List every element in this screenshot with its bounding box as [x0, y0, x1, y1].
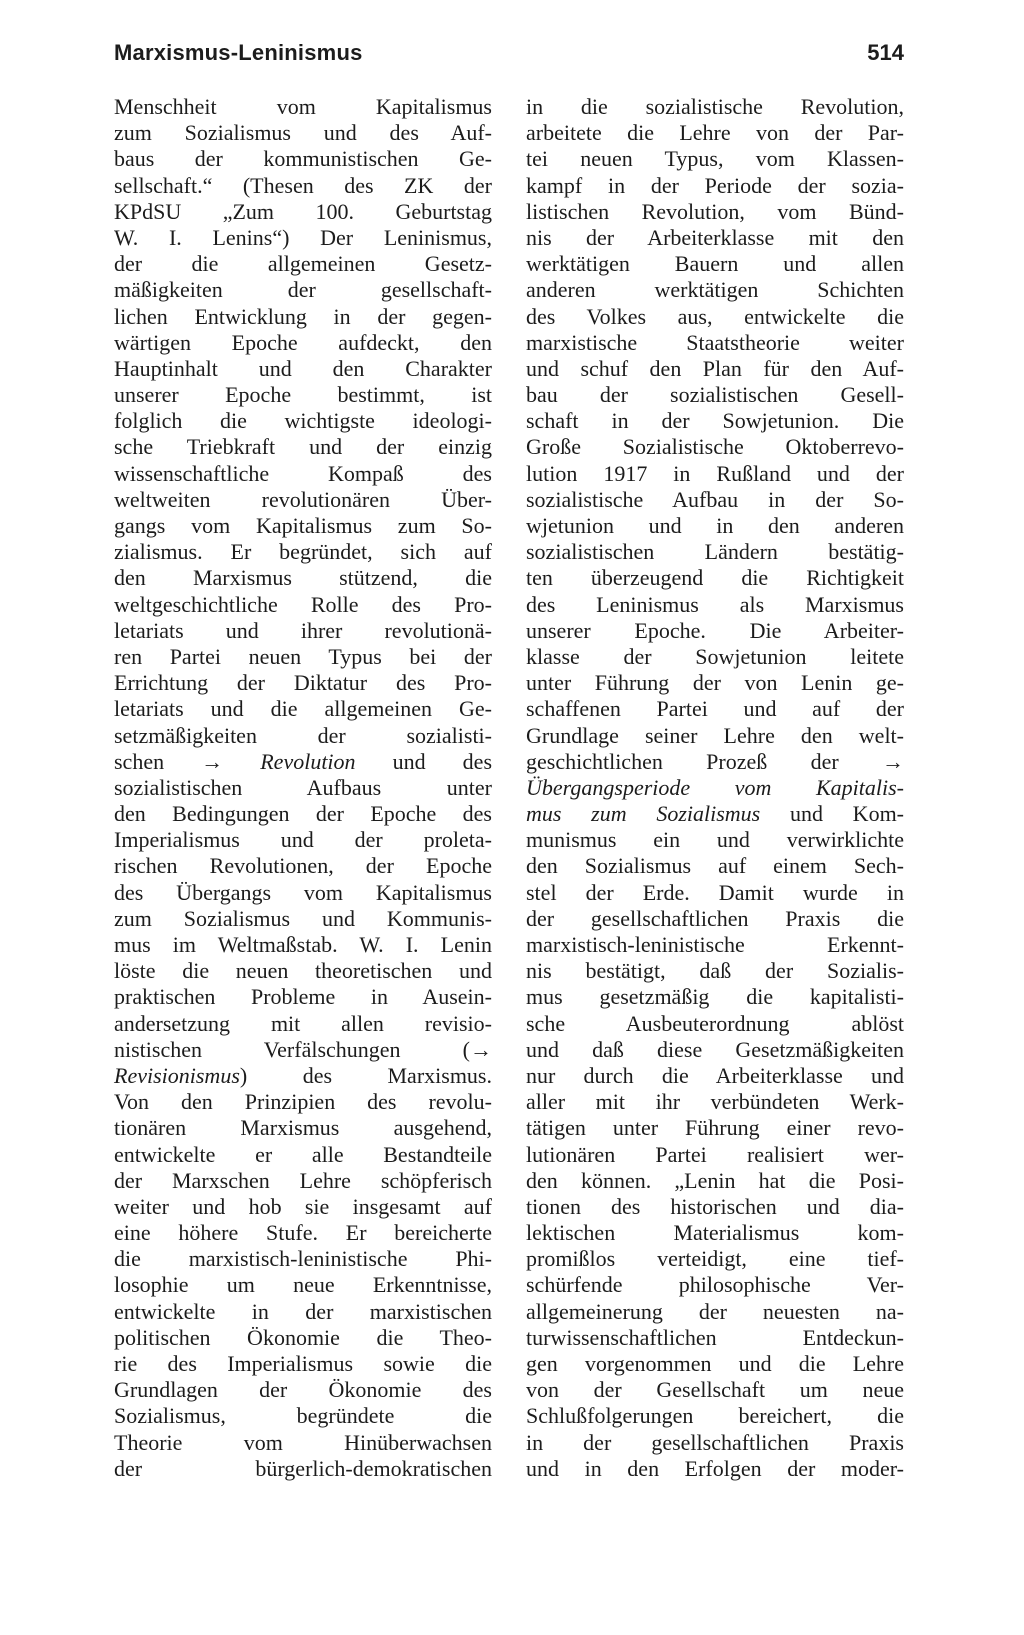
text-line: und schuf den Plan für den Auf- [526, 355, 904, 381]
text-line: tei neuen Typus, vom Klassen- [526, 146, 904, 172]
text-line: losophie um neue Erkenntnisse, [114, 1272, 492, 1298]
text-line: stel der Erde. Damit wurde in [526, 879, 904, 905]
text-line: den Bedingungen der Epoche des [114, 801, 492, 827]
text-line: setzmäßigkeiten der sozialisti- [114, 722, 492, 748]
text-line: aller mit ihr verbündeten Werk- [526, 1089, 904, 1115]
text-line: Revisionismus) des Marxismus. [114, 1062, 492, 1088]
text-line: lutionären Partei realisiert wer- [526, 1141, 904, 1167]
text-line: und in den Erfolgen der moder- [526, 1455, 904, 1481]
text-line: Schlußfolgerungen bereichert, die [526, 1403, 904, 1429]
text-line: und daß diese Gesetzmäßigkeiten [526, 1036, 904, 1062]
text-line: weiter und hob sie insgesamt auf [114, 1193, 492, 1219]
text-line: Hauptinhalt und den Charakter [114, 355, 492, 381]
text-line: sozialistischen Ländern bestätig- [526, 539, 904, 565]
text-line: Große Sozialistische Oktoberrevo- [526, 434, 904, 460]
text-line: ten überzeugend die Richtigkeit [526, 565, 904, 591]
text-line: listischen Revolution, vom Bünd- [526, 198, 904, 224]
text-line: W. I. Lenins“) Der Leninismus, [114, 224, 492, 250]
text-line: allgemeinerung der neuesten na- [526, 1298, 904, 1324]
text-line: sozialistische Aufbau in der So- [526, 486, 904, 512]
text-line: schaffenen Partei und auf der [526, 696, 904, 722]
text-line: unserer Epoche. Die Arbeiter- [526, 617, 904, 643]
text-line: mus zum Sozialismus und Kom- [526, 801, 905, 827]
text-line: weltgeschichtliche Rolle des Pro- [114, 591, 492, 617]
text-line: letariats und ihrer revolutionä- [114, 617, 492, 643]
text-line: schen → Revolution und des [114, 748, 493, 774]
text-line: politischen Ökonomie die Theo- [114, 1324, 492, 1350]
left-column [114, 94, 492, 1482]
text-line: kampf in der Periode der sozia- [526, 172, 904, 198]
text-line: löste die neuen theoretischen und [114, 958, 492, 984]
text-line: Imperialismus und der proleta- [114, 827, 492, 853]
text-line: lichen Entwicklung in der gegen- [114, 303, 492, 329]
text-line: KPdSU „Zum 100. Geburtstag [114, 198, 492, 224]
text-line: sche Ausbeuterordnung ablöst [526, 1010, 904, 1036]
text-line: Von den Prinzipien des revolu- [114, 1089, 492, 1115]
text-line: mus im Weltmaßstab. W. I. Lenin [114, 932, 492, 957]
text-line: den können. „Lenin hat die Posi- [526, 1167, 904, 1193]
right-column [526, 94, 904, 1482]
text-line: sche Triebkraft und der einzig [114, 434, 492, 460]
text-line: nistischen Verfälschungen (→ [114, 1036, 492, 1062]
text-line: entwickelte in der marxistischen [114, 1298, 492, 1324]
text-line: entwickelte er alle Bestandteile [114, 1141, 492, 1167]
text-line: ren Partei neuen Typus bei der [114, 643, 492, 669]
page-number: 514 [867, 40, 904, 65]
text-line: des Volkes aus, entwickelte die [526, 303, 904, 329]
text-line: sozialistischen Aufbaus unter [114, 774, 492, 800]
text-line: von der Gesellschaft um neue [526, 1377, 904, 1403]
text-line: wissenschaftliche Kompaß des [114, 460, 492, 486]
text-line: praktischen Probleme in Ausein- [114, 984, 492, 1010]
text-line: zum Sozialismus und des Auf- [114, 120, 492, 146]
text-line: weltweiten revolutionären Über- [114, 486, 492, 512]
text-line: letariats und die allgemeinen Ge- [114, 696, 492, 722]
text-line: Errichtung der Diktatur des Pro- [114, 670, 492, 696]
text-line: den Marxismus stützend, die [114, 565, 492, 591]
text-line: mus gesetzmäßig die kapitalisti- [526, 984, 904, 1010]
text-line: nis der Arbeiterklasse mit den [526, 224, 904, 250]
running-head: Marxismus-Leninismus [114, 40, 363, 65]
text-line: nis bestätigt, daß der Sozialis- [526, 958, 904, 984]
text-line: schaft in der Sowjetunion. Die [526, 408, 904, 434]
text-line: mäßigkeiten der gesellschaft- [114, 277, 492, 303]
text-line: gangs vom Kapitalismus zum So- [114, 513, 492, 538]
text-line: tionen des historischen und dia- [526, 1193, 904, 1219]
text-line: Grundlage seiner Lehre den welt- [526, 722, 904, 748]
text-line: nur durch die Arbeiterklasse und [526, 1062, 904, 1088]
text-line: lektischen Materialismus kom- [526, 1220, 904, 1246]
text-line: munismus ein und verwirklichte [526, 827, 904, 853]
text-line: schürfende philosophische Ver- [526, 1272, 904, 1298]
page-header [114, 40, 904, 80]
text-line: Übergangsperiode vom Kapitalis- [526, 774, 904, 800]
text-line: Grundlagen der Ökonomie des [114, 1377, 492, 1403]
text-line: marxistische Staatstheorie weiter [526, 329, 904, 355]
text-line: baus der kommunistischen Ge- [114, 146, 492, 172]
text-line: werktätigen Bauern und allen [526, 251, 904, 277]
text-line: promißlos verteidigt, eine tief- [526, 1246, 904, 1272]
text-line: des Übergangs vom Kapitalismus [114, 879, 492, 905]
text-line: klasse der Sowjetunion leitete [526, 643, 904, 669]
text-line: arbeitete die Lehre von der Par- [526, 120, 904, 146]
text-line: der bürgerlich-demokratischen [114, 1455, 492, 1481]
text-line: wärtigen Epoche aufdeckt, den [114, 329, 492, 355]
text-line: zum Sozialismus und Kommunis- [114, 905, 492, 931]
text-line: der Marxschen Lehre schöpferisch [114, 1167, 492, 1193]
text-line: lution 1917 in Rußland und der [526, 460, 904, 486]
text-line: geschichtlichen Prozeß der → [526, 748, 904, 774]
text-line: andersetzung mit allen revisio- [114, 1010, 492, 1036]
text-line: marxistisch-leninistische Erkennt- [526, 932, 904, 957]
text-line: gen vorgenommen und die Lehre [526, 1351, 904, 1376]
text-line: der gesellschaftlichen Praxis die [526, 905, 904, 931]
text-line: rie des Imperialismus sowie die [114, 1351, 492, 1376]
text-line: Menschheit vom Kapitalismus [114, 94, 492, 119]
text-line: sellschaft.“ (Thesen des ZK der [114, 172, 492, 198]
text-line: rischen Revolutionen, der Epoche [114, 853, 492, 879]
text-line: in die sozialistische Revolution, [526, 94, 904, 119]
text-line: tionären Marxismus ausgehend, [114, 1115, 492, 1141]
text-line: bau der sozialistischen Gesell- [526, 382, 904, 408]
text-line: turwissenschaftlichen Entdeckun- [526, 1324, 904, 1350]
text-line: der die allgemeinen Gesetz- [114, 251, 492, 277]
text-line: anderen werktätigen Schichten [526, 277, 904, 303]
text-line: tätigen unter Führung einer revo- [526, 1115, 904, 1141]
text-line: unter Führung der von Lenin ge- [526, 670, 904, 696]
text-line: den Sozialismus auf einem Sech- [526, 853, 904, 879]
text-line: unserer Epoche bestimmt, ist [114, 382, 492, 408]
text-line: wjetunion und in den anderen [526, 513, 904, 538]
text-line: des Leninismus als Marxismus [526, 591, 904, 617]
text-line: die marxistisch-leninistische Phi- [114, 1246, 492, 1272]
text-line: Sozialismus, begründete die [114, 1403, 492, 1429]
text-line: eine höhere Stufe. Er bereicherte [114, 1220, 492, 1246]
text-line: in der gesellschaftlichen Praxis [526, 1429, 904, 1455]
text-line: folglich die wichtigste ideologi- [114, 408, 492, 434]
text-line: Theorie vom Hinüberwachsen [114, 1429, 492, 1455]
text-line: zialismus. Er begründet, sich auf [114, 539, 492, 565]
